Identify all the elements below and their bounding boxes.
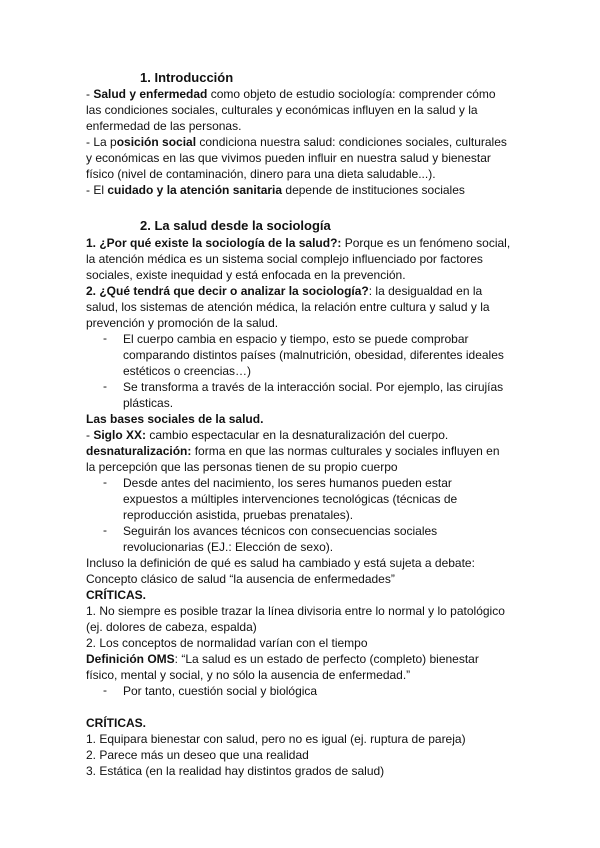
criticas-heading: CRÍTICAS. [86, 588, 146, 602]
bullet-line: El cuerpo cambia en espacio y tiempo, esto se puede comprobar [123, 332, 469, 346]
paragraph-line: Concepto clásico de salud “la ausencia de enfermedades” [86, 572, 395, 586]
list-item: (ej. dolores de cabeza, espalda) [86, 620, 257, 634]
paragraph-line: sociales, existe inequidad y está enfocada en la prevención. [86, 268, 406, 282]
paragraph-line: - Siglo XX: cambio espectacular en la desnaturalización del cuerpo. [86, 428, 449, 442]
bullet-line: comparando distintos países (malnutrición, obesidad, diferentes ideales [123, 348, 504, 362]
bullet-dash: - [103, 331, 107, 345]
bullet-line: Se transforma a través de la interacción social. Por ejemplo, las cirujías [123, 380, 504, 394]
section-2-heading: 2. La salud desde la sociología [140, 218, 331, 233]
paragraph-line: - El cuidado y la atención sanitaria depende de instituciones sociales [86, 183, 465, 197]
bullet-line: estéticos o creencias…) [123, 364, 252, 378]
paragraph-line: físico (nivel de contaminación, dinero para una dieta saludable...). [86, 167, 436, 181]
paragraph-line: físico, mental y social, y no sólo la ausencia de enfermedad.” [86, 668, 411, 682]
list-item: 1. No siempre es posible trazar la línea divisoria entre lo normal y lo patológico [86, 604, 505, 618]
list-item: 2. Los conceptos de normalidad varían con el tiempo [86, 636, 368, 650]
bullet-line: revolucionarias (EJ.: Elección de sexo). [123, 540, 334, 554]
section-1-heading: 1. Introducción [140, 70, 234, 85]
paragraph-line: salud, los sistemas de atención médica, la relación entre cultura y salud y la [86, 300, 490, 314]
bullet-line: Desde antes del nacimiento, los seres humanos pueden estar [123, 476, 452, 490]
list-item: 2. Parece más un deseo que una realidad [86, 748, 309, 762]
paragraph-line: enfermedad de las personas. [86, 119, 242, 133]
paragraph-line: la percepción que las personas tienen de su propio cuerpo [86, 460, 398, 474]
bullet-line: plásticas. [123, 396, 174, 410]
paragraph-line: y económicas en las que vivimos pueden influir en nuestra salud y bienestar [86, 151, 491, 165]
paragraph-line: Incluso la definición de qué es salud ha cambiado y está sujeta a debate: [86, 556, 475, 570]
bullet-line: reproducción asistida, pruebas prenatales). [123, 508, 354, 522]
paragraph-line: - Salud y enfermedad como objeto de estudio sociología: comprender cómo [86, 87, 496, 101]
paragraph-line: prevención y promoción de la salud. [86, 316, 279, 330]
bullet-dash: - [103, 523, 107, 537]
bullet-line: expuestos a múltiples intervenciones tecnológicas (técnicas de [123, 492, 458, 506]
subheading: Las bases sociales de la salud. [86, 412, 264, 426]
bullet-dash: - [103, 379, 107, 393]
paragraph-line: las condiciones sociales, culturales y económicas influyen en la salud y la [86, 103, 478, 117]
list-item: 1. Equipara bienestar con salud, pero no es igual (ej. ruptura de pareja) [86, 732, 466, 746]
paragraph-line: desnaturalización: forma en que las normas culturales y sociales influyen en [86, 444, 500, 458]
criticas-heading: CRÍTICAS. [86, 716, 146, 730]
bullet-dash: - [103, 683, 107, 697]
bullet-dash: - [103, 475, 107, 489]
bullet-line: Seguirán los avances técnicos con consecuencias sociales [123, 524, 438, 538]
paragraph-line: - La posición social condiciona nuestra salud: condiciones sociales, culturales [86, 135, 507, 149]
bullet-line: Por tanto, cuestión social y biológica [123, 684, 318, 698]
paragraph-line: Definición OMS: “La salud es un estado de perfecto (completo) bienestar [86, 652, 479, 666]
paragraph-line: la atención médica es un sistema social complejo influenciado por factores [86, 252, 483, 266]
question-line: 2. ¿Qué tendrá que decir o analizar la sociología?: la desigualdad en la [86, 284, 483, 298]
question-line: 1. ¿Por qué existe la sociología de la salud?: Porque es un fenómeno social, [86, 236, 511, 250]
list-item: 3. Estática (en la realidad hay distintos grados de salud) [86, 764, 385, 778]
